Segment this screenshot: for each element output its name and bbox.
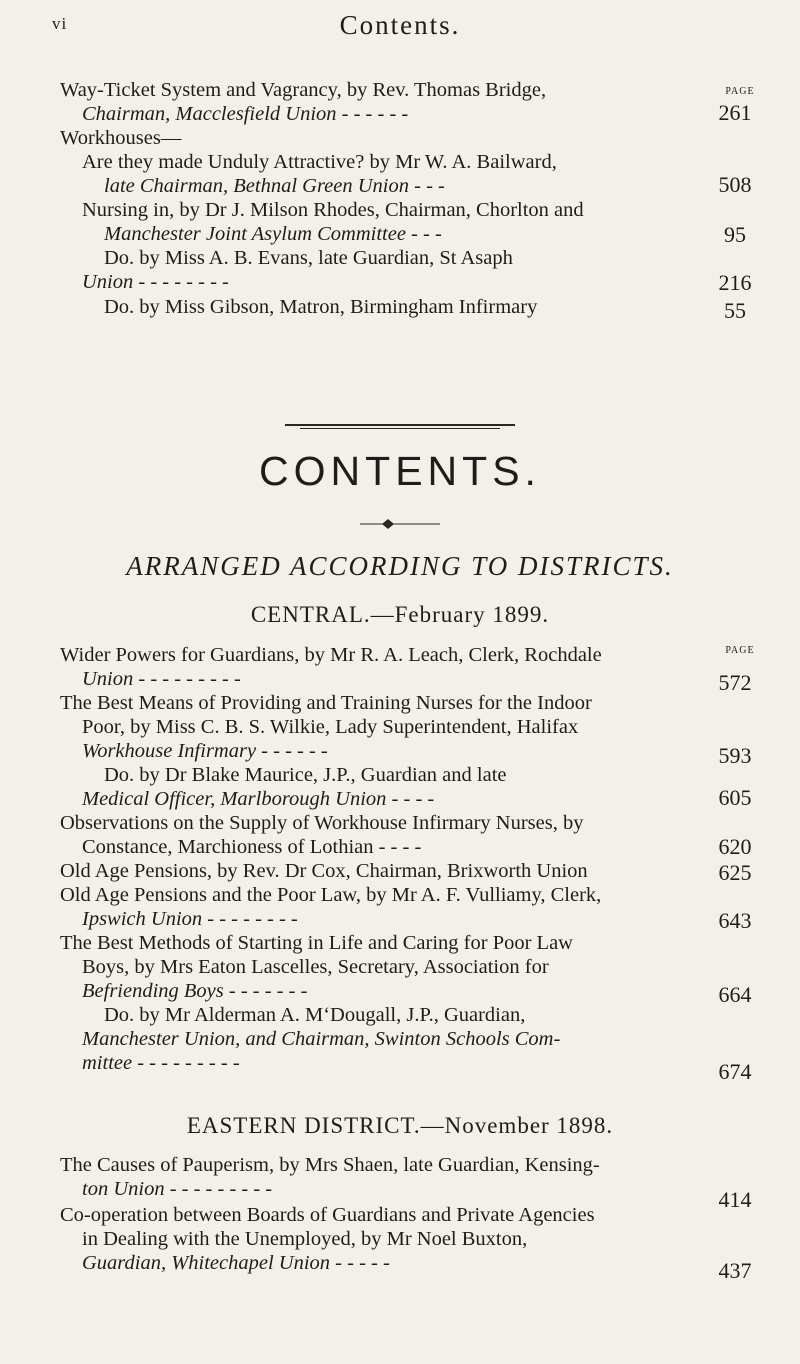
toc-entry: Do. by Miss Gibson, Matron, Birmingham Infirmary	[104, 296, 538, 318]
toc-page-number: 620	[718, 834, 752, 859]
section-heading-eastern: EASTERN DISTRICT.—November 1898.	[186, 1113, 614, 1138]
toc-entry: Way-Ticket System and Vagrancy, by Rev. Thomas Bridge, Chairman, Macclesfield Union - - - - - -	[60, 79, 547, 125]
toc-page-number: 216	[718, 270, 752, 295]
contents-subtitle: ARRANGED ACCORDING TO DISTRICTS.	[126, 551, 674, 581]
toc-page-number: 414	[718, 1187, 752, 1212]
page-column-label: PAGE	[725, 645, 755, 656]
toc-entry: The Best Means of Providing and Training Nurses for the Indoor Poor, by Miss C. B. S. Wilkie, Lady Superintendent, Halifax Workhouse Infirmary - - - - - -	[60, 692, 592, 762]
toc-entry: Wider Powers for Guardians, by Mr R. A. Leach, Clerk, Rochdale Union - - - - - - - - -	[60, 644, 602, 690]
section-heading-central: CENTRAL.—February 1899.	[250, 602, 550, 627]
toc-entry: Do. by Miss A. B. Evans, late Guardian, St Asaph Union - - - - - - - -	[82, 247, 513, 293]
toc-entry: Observations on the Supply of Workhouse Infirmary Nurses, by Constance, Marchioness of Lothian - - - -	[60, 812, 584, 858]
toc-entry: The Causes of Pauperism, by Mrs Shaen, late Guardian, Kensing- ton Union - - - - - - - - -	[60, 1154, 600, 1200]
contents-title: CONTENTS.	[259, 448, 541, 494]
page-folio: vi	[52, 14, 68, 33]
toc-page-number: 625	[718, 860, 752, 885]
toc-entry: Do. by Mr Alderman A. M‘Dougall, J.P., Guardian, Manchester Union, and Chairman, Swinton Schools Com- mittee - - - - - - - - -	[82, 1004, 561, 1074]
diamond-ornament-icon	[360, 518, 440, 530]
toc-page-number: 643	[718, 908, 752, 933]
toc-page-number: 593	[718, 743, 752, 768]
toc-page-number: 572	[718, 670, 752, 695]
toc-page-number: 664	[718, 982, 752, 1007]
toc-entry: Do. by Dr Blake Maurice, J.P., Guardian and late Medical Officer, Marlborough Union - - - -	[82, 764, 507, 810]
toc-page-number: 55	[724, 298, 746, 323]
toc-entry: Are they made Unduly Attractive? by Mr W. A. Bailward, late Chairman, Bethnal Green Union - - -	[82, 151, 557, 197]
toc-page-number: 674	[718, 1059, 752, 1084]
divider-rule	[300, 428, 500, 429]
toc-entry: Old Age Pensions and the Poor Law, by Mr A. F. Vulliamy, Clerk, Ipswich Union - - - - - - - -	[60, 884, 602, 930]
toc-entry: Co-operation between Boards of Guardians and Private Agencies in Dealing with the Unemployed, by Mr Noel Buxton, Guardian, Whitechapel Union - - - - -	[60, 1204, 595, 1274]
toc-page-number: 437	[718, 1258, 752, 1283]
page-column-label: PAGE	[725, 86, 755, 97]
toc-entry: Old Age Pensions, by Rev. Dr Cox, Chairman, Brixworth Union	[60, 860, 588, 882]
toc-page-number: 95	[724, 222, 746, 247]
toc-entry: The Best Methods of Starting in Life and Caring for Poor Law Boys, by Mrs Eaton Lascelles, Secretary, Association for Befriending Boys - - - - - - -	[60, 932, 573, 1002]
toc-page-number: 261	[718, 100, 752, 125]
divider-rule	[285, 424, 515, 426]
toc-entry: Workhouses—	[60, 127, 182, 149]
toc-page-number: 605	[718, 785, 752, 810]
toc-page-number: 508	[718, 172, 752, 197]
toc-entry: Nursing in, by Dr J. Milson Rhodes, Chairman, Chorlton and Manchester Joint Asylum Committee - - -	[82, 199, 584, 245]
running-head: Contents.	[339, 10, 461, 40]
